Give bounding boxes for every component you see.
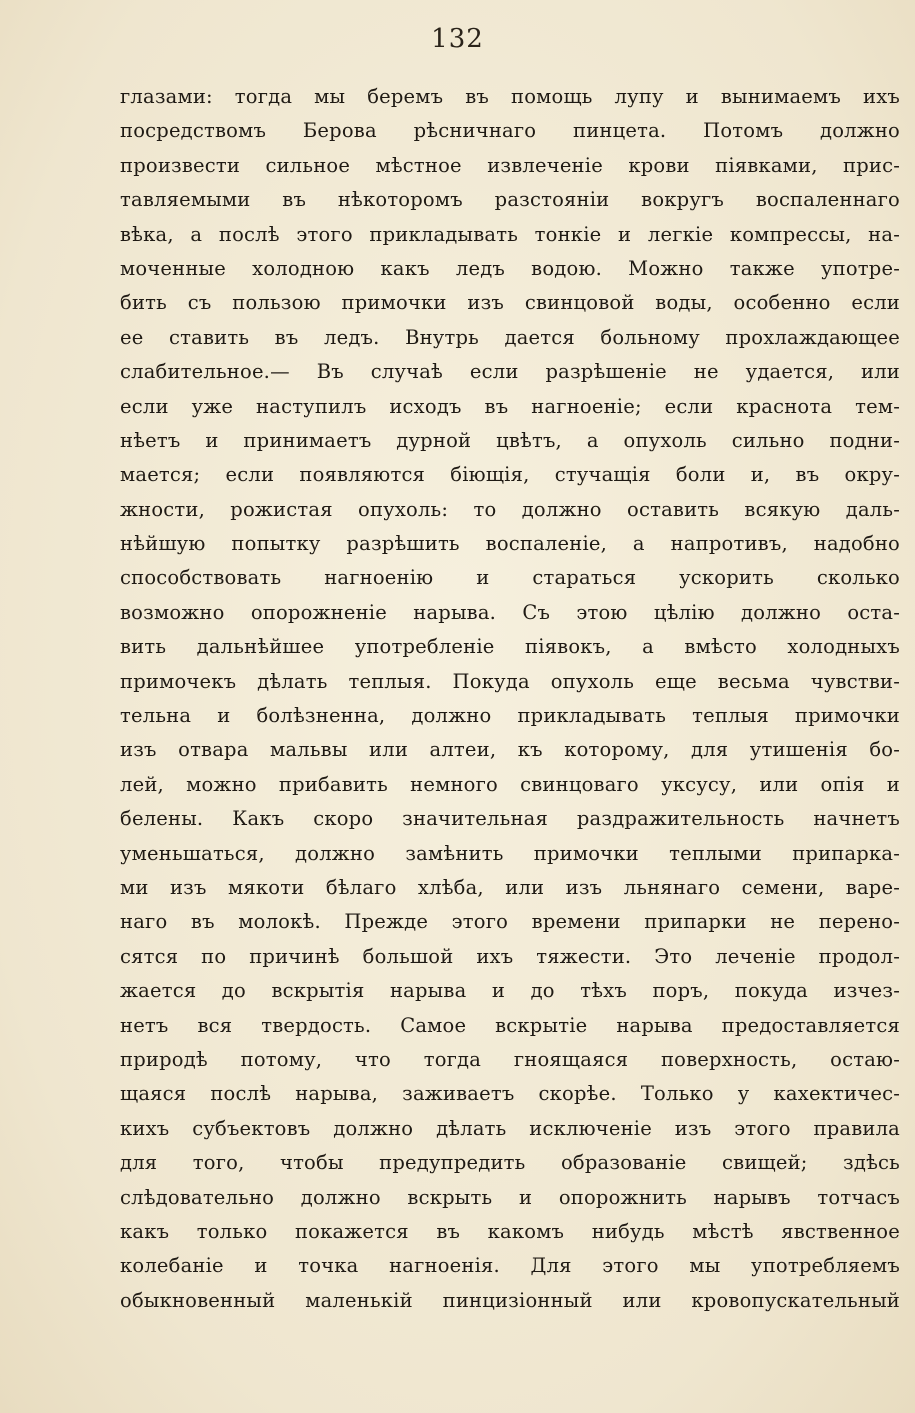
text-line: бить съ пользою примочки изъ свинцовой воды, особенно если: [120, 291, 900, 315]
text-line: для того, чтобы предупредить образованіе свищей; здѣсь: [120, 1151, 900, 1175]
text-line: возможно опорожненіе нарыва. Съ этою цѣлію должно оста-: [120, 600, 900, 624]
body-text: [120, 80, 900, 1318]
text-line: белены. Какъ скоро значительная раздражительность начнетъ: [120, 807, 900, 831]
text-line: обыкновенный маленькій пинцизіонный или кровопускательный: [120, 1288, 900, 1312]
text-line: ми изъ мякоти бѣлаго хлѣба, или изъ льнянаго семени, варе-: [120, 875, 900, 899]
text-line: щаяся послѣ нарыва, заживаетъ скорѣе. Только у кахектичес-: [120, 1082, 900, 1106]
text-line: произвести сильное мѣстное извлеченіе крови піявками, прис-: [120, 153, 900, 177]
text-line: жности, рожистая опухоль: то должно оставить всякую даль-: [120, 497, 900, 521]
text-line: уменьшаться, должно замѣнить примочки теплыми припарка-: [120, 841, 900, 865]
text-line: нетъ вся твердость. Самое вскрытіе нарыва предоставляется: [120, 1013, 900, 1037]
text-line: примочекъ дѣлать теплыя. Покуда опухоль еще весьма чувстви-: [120, 669, 900, 693]
text-line: колебаніе и точка нагноенія. Для этого мы употребляемъ: [120, 1254, 900, 1278]
text-line: способствовать нагноенію и стараться ускорить сколько: [120, 566, 900, 590]
text-line: моченные холодною какъ ледъ водою. Можно также употре-: [120, 256, 900, 280]
text-line: тавляемыми въ нѣкоторомъ разстояніи вокругъ воспаленнаго: [120, 188, 900, 212]
text-line: какъ только покажется въ какомъ нибудь мѣстѣ явственное: [120, 1219, 900, 1243]
page-number: 132: [431, 24, 484, 54]
text-line: ее ставить въ ледъ. Внутрь дается больному прохлаждающее: [120, 325, 900, 349]
text-line: нѣетъ и принимаетъ дурной цвѣтъ, а опухоль сильно подни-: [120, 428, 900, 452]
text-line: жается до вскрытія нарыва и до тѣхъ поръ, покуда изчез-: [120, 979, 900, 1003]
text-line: вить дальнѣйшее употребленіе піявокъ, а вмѣсто холодныхъ: [120, 635, 900, 659]
text-line: лей, можно прибавить немного свинцоваго уксусу, или опія и: [120, 772, 900, 796]
text-line: посредствомъ Берова рѣсничнаго пинцета. Потомъ должно: [120, 119, 900, 143]
text-line: сятся по причинѣ большой ихъ тяжести. Это леченіе продол-: [120, 944, 900, 968]
text-line: слѣдовательно должно вскрыть и опорожнить нарывъ тотчасъ: [120, 1185, 900, 1209]
text-line: природѣ потому, что тогда гноящаяся поверхность, остаю-: [120, 1047, 900, 1071]
text-line: мается; если появляются біющія, стучащія боли и, въ окру-: [120, 463, 900, 487]
text-line: кихъ субъектовъ должно дѣлать исключеніе изъ этого правила: [120, 1116, 900, 1140]
text-line: нѣйшую попытку разрѣшить воспаленіе, а напротивъ, надобно: [120, 532, 900, 556]
text-line: тельна и болѣзненна, должно прикладывать теплыя примочки: [120, 704, 900, 728]
text-line: глазами: тогда мы беремъ въ помощь лупу и вынимаемъ ихъ: [120, 85, 900, 108]
text-line: изъ отвара мальвы или алтеи, къ которому, для утишенія бо-: [120, 738, 900, 762]
text-line: наго въ молокѣ. Прежде этого времени припарки не перено-: [120, 910, 900, 934]
text-line: вѣка, а послѣ этого прикладывать тонкіе и легкіе компрессы, на-: [120, 222, 900, 246]
text-line: слабительное.— Въ случаѣ если разрѣшеніе не удается, или: [120, 360, 900, 384]
text-line: если уже наступилъ исходъ въ нагноеніе; если краснота тем-: [120, 394, 900, 418]
